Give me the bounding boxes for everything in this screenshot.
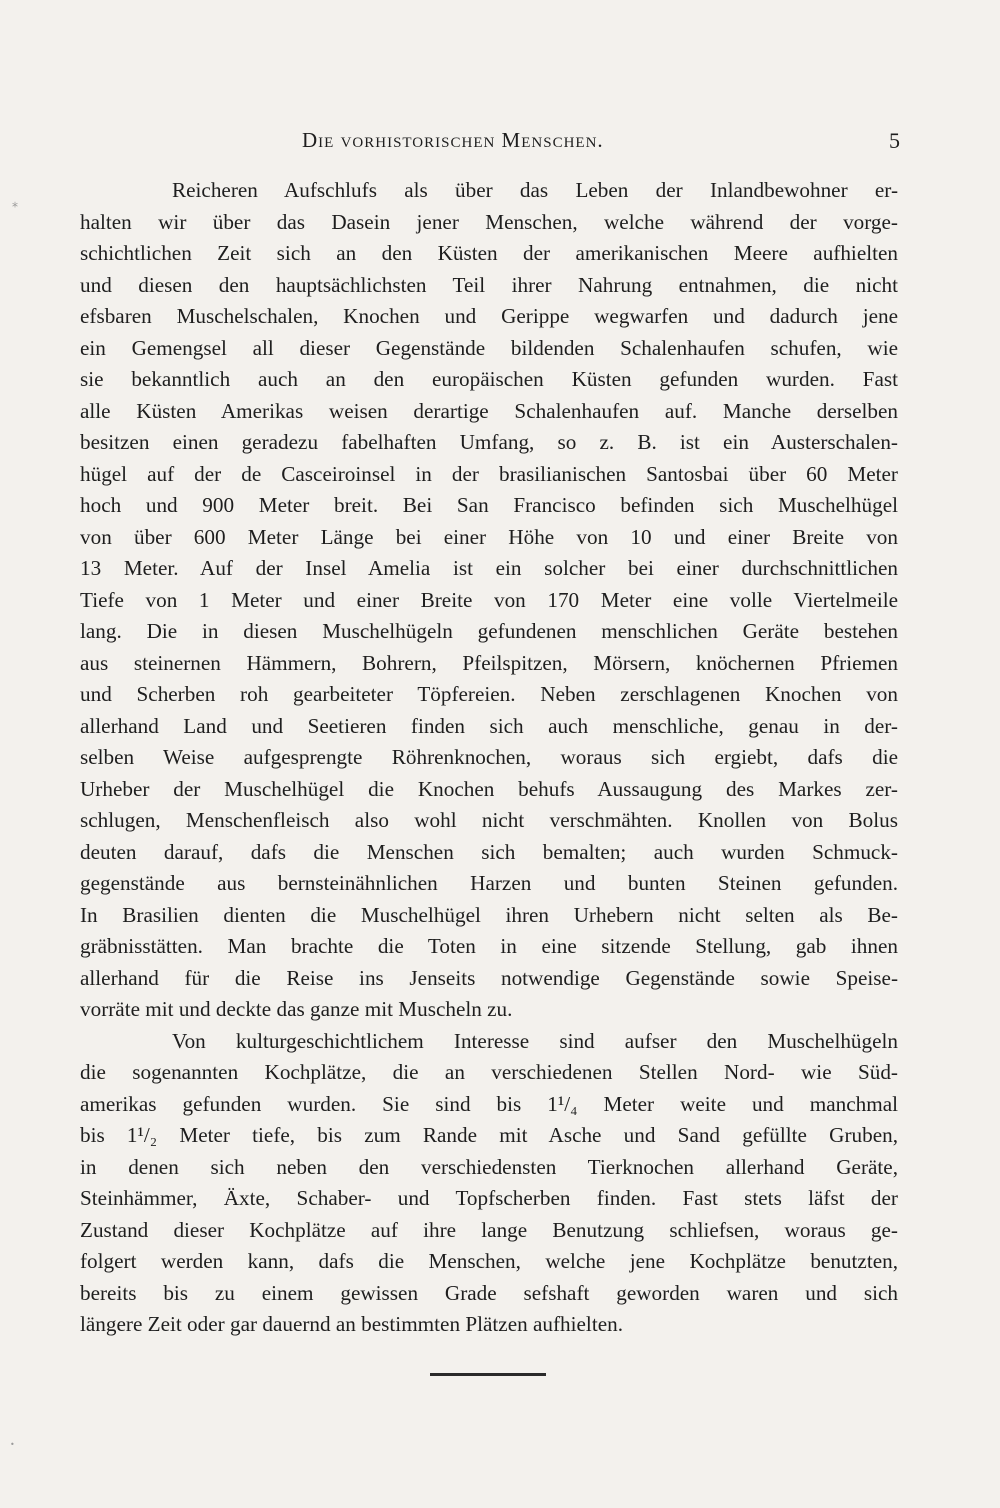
text-line: Steinhämmer, Äxte, Schaber- und Topfscherben finden. Fast stets läfst der [80,1186,898,1210]
text-line: alle Küsten Amerikas weisen derartige Schalenhaufen auf. Manche derselben [80,398,898,423]
margin-speck: • [10,1440,15,1449]
running-header [80,128,900,158]
text-line: In Brasilien dienten die Muschelhügel ihren Urhebern nicht selten als Be- [80,902,898,927]
text-line: sie bekanntlich auch an den europäischen Küsten gefunden wurden. Fast [80,367,898,391]
end-rule [430,1373,546,1376]
body-text [80,175,898,1341]
text-line: allerhand Land und Seetieren finden sich auch menschliche, genau in der- [80,713,898,738]
text-line: längere Zeit oder gar dauernd an bestimmten Plätzen aufhielten. [80,1312,624,1336]
text-line: amerikas gefunden wurden. Sie sind bis 1¹/₄ Meter weite und manchmal [80,1091,898,1116]
text-line: allerhand für die Reise ins Jenseits notwendige Gegenstände sowie Speise- [80,965,898,990]
text-line: deuten darauf, dafs die Menschen sich bemalten; auch wurden Schmuck- [80,839,898,864]
page-number: 5 [889,128,900,153]
text-line: folgert werden kann, dafs die Menschen, welche jene Kochplätze benutzten, [80,1249,898,1273]
text-line: lang. Die in diesen Muschelhügeln gefundenen menschlichen Geräte bestehen [80,619,898,643]
margin-speck: ⁎ [12,196,18,210]
text-line: in denen sich neben den verschiedensten Tierknochen allerhand Geräte, [80,1154,898,1179]
text-line: schichtlichen Zeit sich an den Küsten der amerikanischen Meere aufhielten [80,241,898,265]
text-line: efsbaren Muschelschalen, Knochen und Gerippe wegwarfen und dadurch jene [80,304,898,328]
text-line: Von kulturgeschichtlichem Interesse sind aufser den Muschelhügeln [172,1028,898,1053]
text-line: die sogenannten Kochplätze, die an verschiedenen Stellen Nord- wie Süd- [80,1060,898,1084]
text-line: und Scherben roh gearbeiteter Töpfereien. Neben zerschlagenen Knochen von [80,682,898,706]
text-line: hügel auf der de Casceiroinsel in der brasilianischen Santosbai über 60 Meter [80,461,898,486]
text-line: halten wir über das Dasein jener Menschen, welche während der vorge- [80,209,898,234]
text-line: Reicheren Aufschlufs als über das Leben der Inlandbewohner er- [172,178,898,202]
text-line: vorräte mit und deckte das ganze mit Muscheln zu. [80,997,513,1021]
text-line: aus steinernen Hämmern, Bohrern, Pfeilspitzen, Mörsern, knöchernen Pfriemen [80,650,898,675]
text-line: bis 1¹/₂ Meter tiefe, bis zum Rande mit Asche und Sand gefüllte Gruben, [80,1123,898,1147]
text-line: gegenstände aus bernsteinähnlichen Harzen und bunten Steinen gefunden. [80,871,898,895]
text-line: besitzen einen geradezu fabelhaften Umfang, so z. B. ist ein Austerschalen- [80,430,898,454]
text-line: Urheber der Muschelhügel die Knochen behufs Aussaugung des Markes zer- [80,776,898,801]
running-head-title: Die vorhistorischen Menschen. [302,128,604,152]
text-line: ein Gemengsel all dieser Gegenstände bildenden Schalenhaufen schufen, wie [80,335,898,360]
text-line: 13 Meter. Auf der Insel Amelia ist ein solcher bei einer durchschnittlichen [80,556,898,580]
paragraph-1 [80,175,898,1026]
text-line: von über 600 Meter Länge bei einer Höhe von 10 und einer Breite von [80,524,898,549]
text-line: und diesen den hauptsächlichsten Teil ihrer Nahrung entnahmen, die nicht [80,272,898,297]
text-line: Zustand dieser Kochplätze auf ihre lange Benutzung schliefsen, woraus ge- [80,1217,898,1242]
text-line: selben Weise aufgesprengte Röhrenknochen, woraus sich ergiebt, dafs die [80,745,898,769]
text-line: Tiefe von 1 Meter und einer Breite von 170 Meter eine volle Viertelmeile [80,587,898,612]
text-line: bereits bis zu einem gewissen Grade sefshaft geworden waren und sich [80,1280,898,1305]
text-line: hoch und 900 Meter breit. Bei San Francisco befinden sich Muschelhügel [80,493,898,517]
text-line: schlugen, Menschenfleisch also wohl nicht verschmähten. Knollen von Bolus [80,808,898,832]
paragraph-2 [80,1026,898,1341]
text-line: gräbnisstätten. Man brachte die Toten in eine sitzende Stellung, gab ihnen [80,934,898,958]
